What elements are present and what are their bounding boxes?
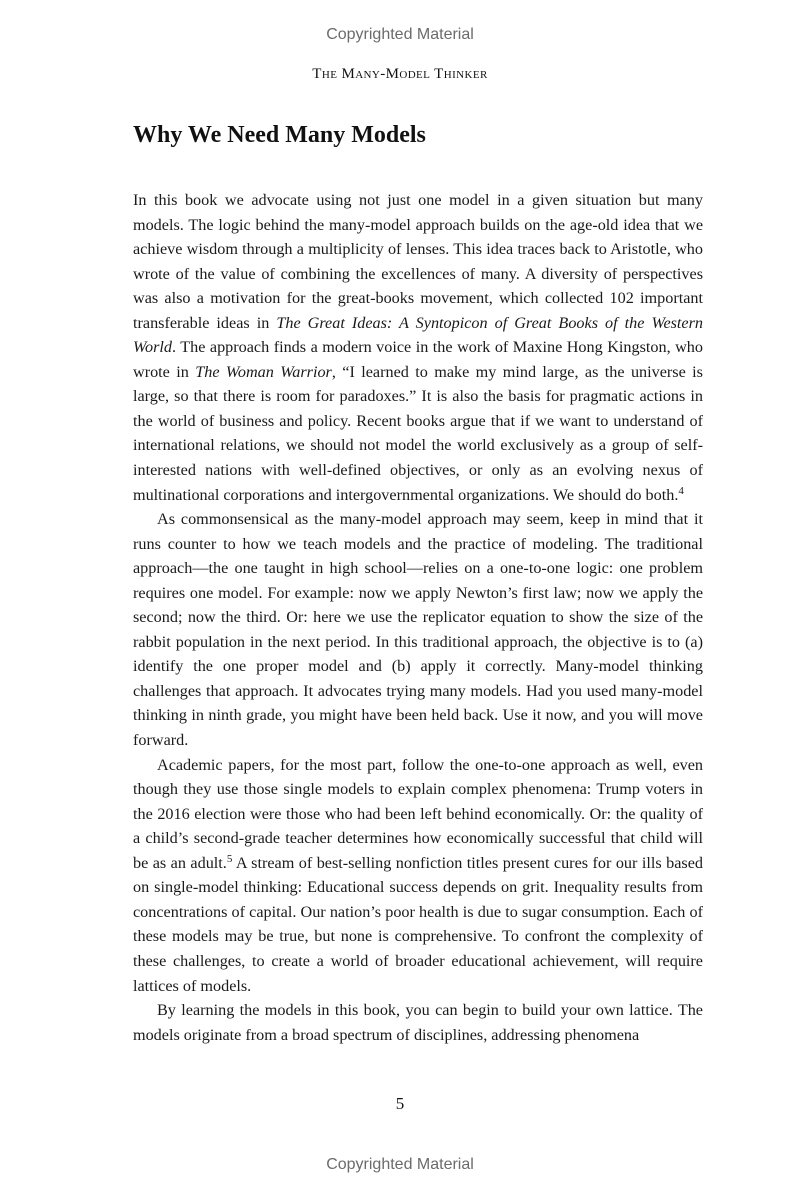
book-title-great-ideas: The Great Ideas: A Syntopicon of Great Books of the Western World [133, 313, 703, 357]
body-text [133, 188, 703, 1047]
page-number: 5 [395, 1094, 405, 1113]
footnote-marker-4: 4 [678, 484, 684, 497]
running-head: The Many-Model Thinker [312, 66, 488, 82]
paragraph-3: Academic papers, for the most part, follow the one-to-one approach as well, even though they use those single models to explain complex phenomena: Trump voters in the 2016 election were those who had been left behind economically. Or: the quality of a child’s second-grade teacher determines how economically successful that child will be as an adult.$^5$ A stream of best-selling nonfiction titles present cures for our ills based on single-model thinking: Educational success depends on grit. Inequality results from concentrations of capital. Our nation’s poor health is due to sugar consumption. Each of these models may be true, but none is comprehensive. To confront the complexity of these challenges, to create a world of broader educational achievement, will require lattices of models. [133, 755, 703, 995]
paragraph-1: In this book we advocate using not just one model in a given situation but many models. The logic behind the many-model approach builds on the age-old idea that we achieve wisdom through a multiplicity of lenses. This idea traces back to Aristotle, who wrote of the value of combining the excellences of many. A diversity of perspectives was also a motivation for the great-books movement, which collected 102 important transferable ideas in The Great Ideas: A Syntopicon of Great Books of the Western World. The approach finds a modern voice in the work of Maxine Hong Kingston, who wrote in The Woman Warrior, “I learned to make my mind large, as the universe is large, so that there is room for paradoxes.” It is also the basis for pragmatic actions in the world of business and policy. Recent books argue that if we want to understand of international relations, we should not model the world exclusively as a group of self-interested nations with well-defined objectives, or only as an evolving nexus of multinational corporations and intergovernmental organizations. We should do both.$^4$ [133, 191, 703, 504]
section-title: Why We Need Many Models [133, 122, 426, 148]
book-title-woman-warrior: The Woman Warrior [195, 362, 332, 381]
copyright-watermark-top: Copyrighted Material [326, 26, 474, 43]
paragraph-2: As commonsensical as the many-model approach may seem, keep in mind that it runs counter to how we teach models and the practice of modeling. The traditional approach—the one taught in high school—relies on a one-to-one logic: one problem requires one model. For example: now we apply Newton’s first law; now we apply the second; now the third. Or: here we use the replicator equation to show the size of the rabbit population in the next period. In this traditional approach, the objective is to (a) identify the one proper model and (b) apply it correctly. Many-model thinking challenges that approach. It advocates trying many models. Had you used many-model thinking in ninth grade, you might have been held back. Use it now, and you will move forward. [133, 510, 703, 750]
copyright-watermark-bottom: Copyrighted Material [326, 1156, 474, 1173]
footnote-marker-5: 5 [226, 852, 233, 865]
paragraph-4: By learning the models in this book, you can begin to build your own lattice. The models originate from a broad spectrum of disciplines, addressing phenomena [133, 1001, 703, 1044]
